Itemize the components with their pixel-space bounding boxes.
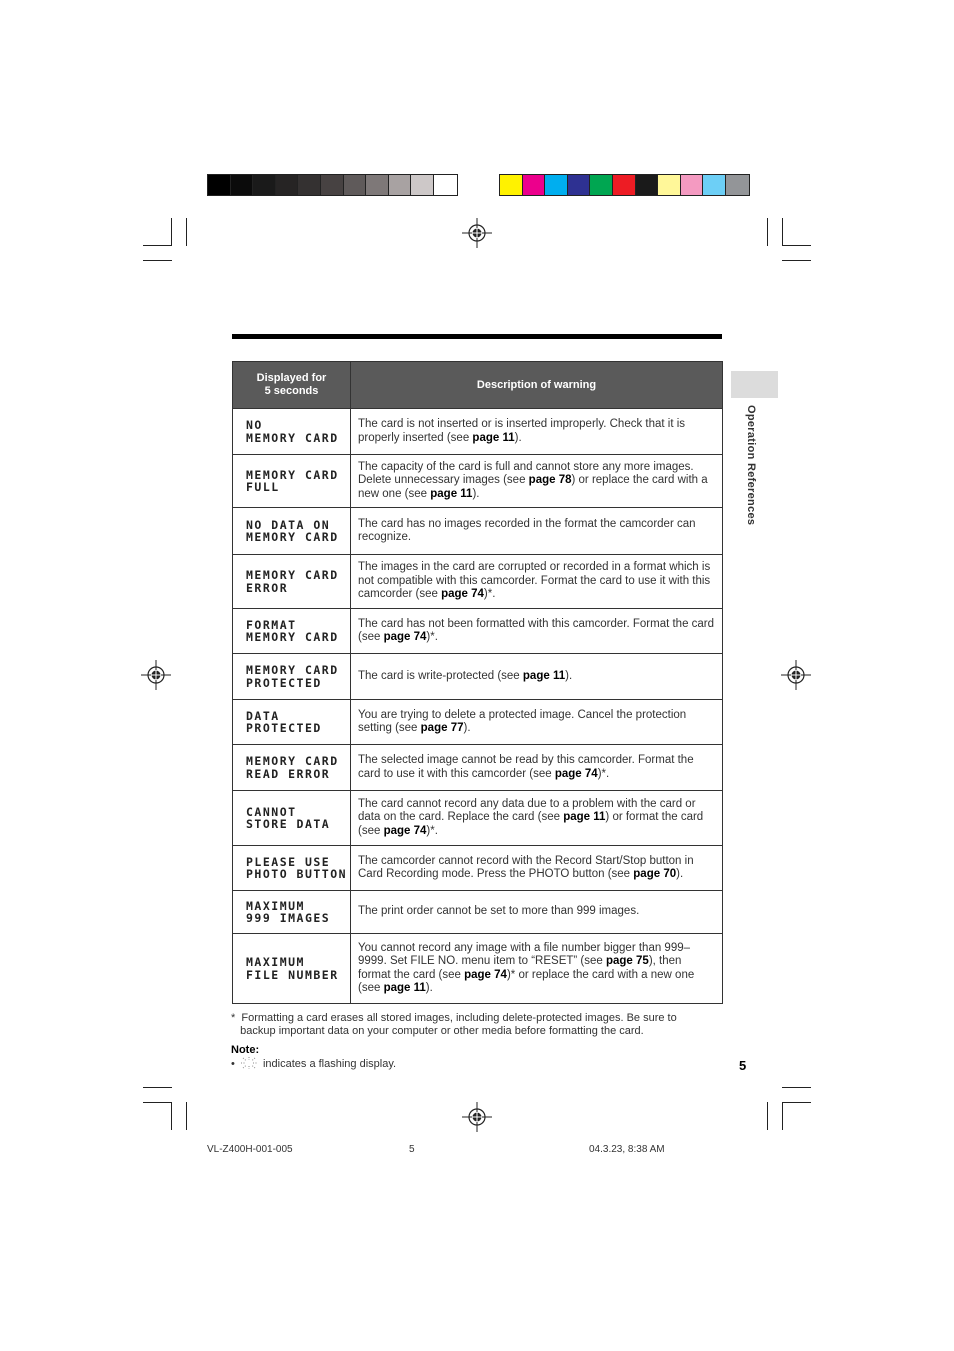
color-swatch [545,175,568,195]
gray-swatch [253,175,276,195]
color-swatch [681,175,704,195]
gray-swatch [231,175,254,195]
warning-display-text: CANNOT STORE DATA [233,791,351,846]
table-row [233,654,723,700]
table-row [233,609,723,654]
process-color-bar [499,174,750,196]
bullet: • [231,1058,235,1070]
warning-description: The selected image cannot be read by this camcorder. Format the card to use it with this camcorder (see page 74)*. [351,745,723,791]
warning-description: You are trying to delete a protected image. Cancel the protection setting (see page 77). [351,700,723,745]
warning-description: The card has not been formatted with this camcorder. Format the card (see page 74)*. [351,609,723,654]
table-row [233,508,723,555]
page-number: 5 [739,1058,747,1073]
table-row [233,846,723,891]
warning-description: The images in the card are corrupted or recorded in a format which is not compatible with this camcorder. Format the card to use it with this camcorder (see page 74)*. [351,555,723,609]
header-displayed-for: Displayed for 5 seconds [233,362,351,409]
grayscale-color-bar [207,174,458,196]
table-row [233,934,723,1004]
note-text: indicates a flashing display. [262,1058,397,1070]
warning-description: The camcorder cannot record with the Record Start/Stop button in Card Recording mode. Press the PHOTO button (see page 70). [351,846,723,891]
note-heading: Note: [231,1044,260,1056]
warning-display-text: MEMORY CARD FULL [233,455,351,508]
flashing-display-icon [240,1057,258,1069]
warning-display-text: DATA PROTECTED [233,700,351,745]
gray-swatch [208,175,231,195]
warning-display-text: NO MEMORY CARD [233,409,351,455]
warning-description: You cannot record any image with a file number bigger than 999–9999. Set FILE NO. menu item to “RESET” (see page 75), then format the card (see page 74)* or replace the card with a new one (see page 11). [351,934,723,1004]
gray-swatch [411,175,434,195]
color-swatch [636,175,659,195]
gray-swatch [434,175,457,195]
warning-description: The card has no images recorded in the format the camcorder can recognize. [351,508,723,555]
note-item [231,1057,396,1070]
footer-doc-code: VL-Z400H-001-005 [207,1144,293,1155]
section-rule [232,334,722,339]
gray-swatch [276,175,299,195]
footer-timestamp: 04.3.23, 8:38 AM [589,1144,665,1155]
table-row [233,409,723,455]
gray-swatch [298,175,321,195]
warning-description: The capacity of the card is full and cannot store any more images. Delete unnecessary images (see page 78) or replace the card with a new one (see page 11). [351,455,723,508]
registration-mark-icon [781,660,811,690]
registration-mark-icon [462,218,492,248]
color-swatch [726,175,749,195]
registration-mark-icon [462,1102,492,1132]
footer-page: 5 [409,1144,415,1155]
color-swatch [658,175,681,195]
section-tab [731,371,778,398]
warning-display-text: PLEASE USE PHOTO BUTTON [233,846,351,891]
section-label: Operation References [745,405,757,526]
color-swatch [523,175,546,195]
color-swatch [568,175,591,195]
table-row [233,791,723,846]
table-row [233,555,723,609]
table-row [233,700,723,745]
warning-description: The card is not inserted or is inserted improperly. Check that it is properly inserted (see page 11). [351,409,723,455]
table-row [233,455,723,508]
table-header-row [233,362,723,409]
gray-swatch [321,175,344,195]
header-description: Description of warning [351,362,723,409]
warning-description: The print order cannot be set to more than 999 images. [351,891,723,934]
gray-swatch [366,175,389,195]
warning-display-text: MEMORY CARD PROTECTED [233,654,351,700]
warning-description: The card is write-protected (see page 11). [351,654,723,700]
color-swatch [590,175,613,195]
warning-display-text: MEMORY CARD READ ERROR [233,745,351,791]
warning-display-text: MAXIMUM 999 IMAGES [233,891,351,934]
warning-description: The card cannot record any data due to a problem with the card or data on the card. Replace the card (see page 11) or format the card (see page 74)*. [351,791,723,846]
color-swatch [500,175,523,195]
warning-display-text: MAXIMUM FILE NUMBER [233,934,351,1004]
warning-display-text: MEMORY CARD ERROR [233,555,351,609]
footnote: * Formatting a card erases all stored images, including delete-protected images. Be sure to backup important data on your computer or other media before formatting the card. [231,1012,677,1037]
warning-display-text: NO DATA ON MEMORY CARD [233,508,351,555]
table-row [233,745,723,791]
gray-swatch [389,175,412,195]
color-swatch [613,175,636,195]
warning-table [232,361,723,1004]
color-swatch [703,175,726,195]
table-row [233,891,723,934]
registration-mark-icon [141,660,171,690]
warning-display-text: FORMAT MEMORY CARD [233,609,351,654]
gray-swatch [344,175,367,195]
